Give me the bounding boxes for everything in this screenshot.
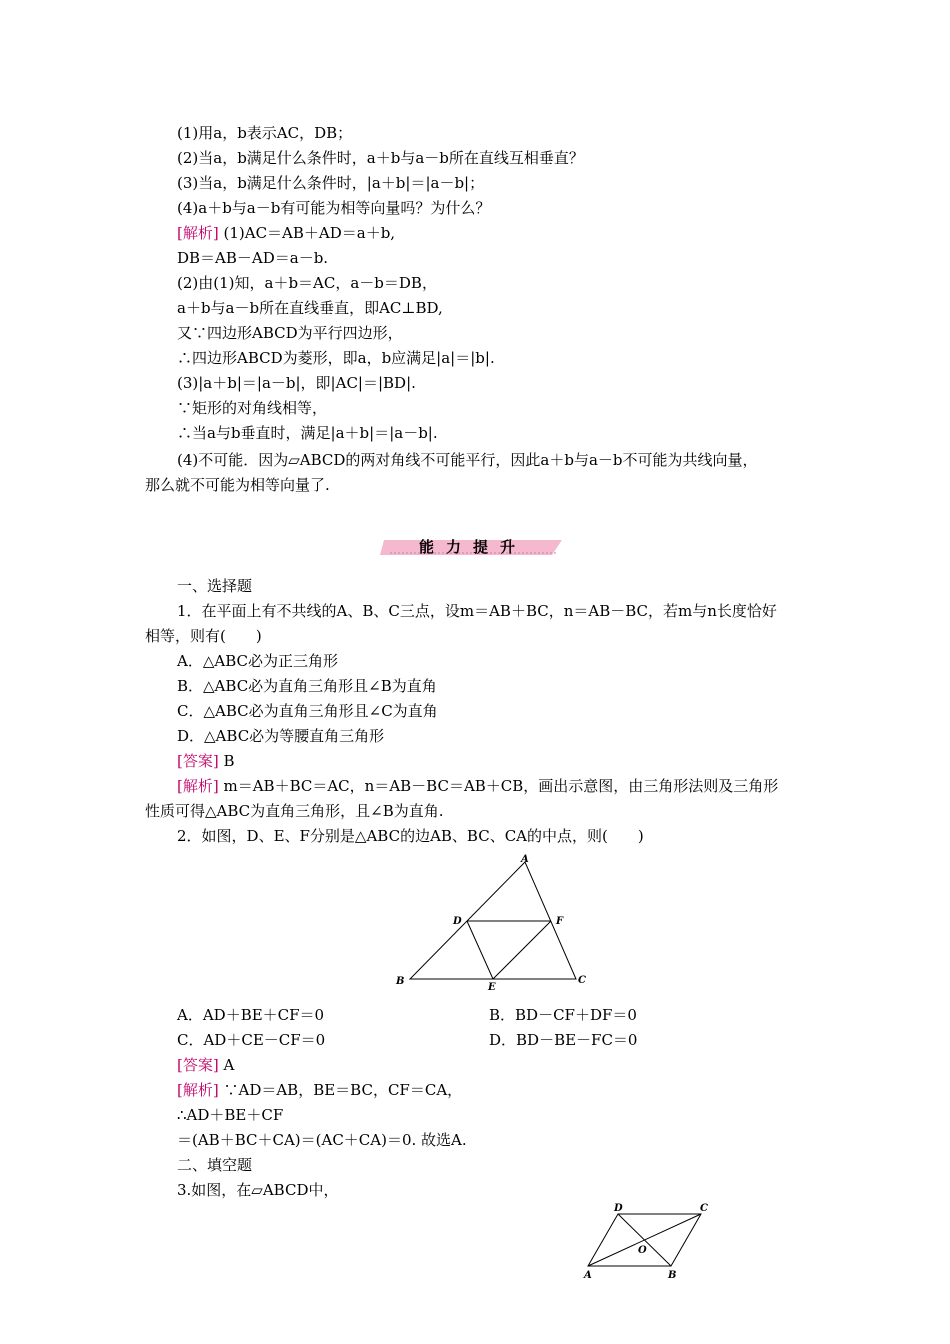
option-c [177,1029,325,1051]
point-label-o: O [638,1245,647,1256]
line-text: 一、选择题 [177,577,253,595]
analysis-line [177,422,438,444]
line-text: D．BD－BE－FC＝0 [489,1031,638,1049]
line-text: 1．在平面上有不共线的A、B、C三点，设m＝AB＋BC，n＝AB－BC，若m与n长度恰好 [177,602,777,620]
question-2 [177,825,644,847]
point-label-e: E [488,982,496,992]
analysis-line [145,800,444,822]
analysis-line [177,247,328,269]
line-text: A．AD＋BE＋CF＝0 [177,1006,325,1024]
option-d [489,1029,637,1051]
line-text: DB＝AB－AD＝a－b. [177,249,329,267]
analysis-line [177,1129,467,1151]
line-text: a＋b与a－b所在直线垂直，即AC⊥BD, [177,299,443,317]
line-text: 相等，则有( ) [145,627,262,645]
line-text: ∴四边形ABCD为菱形，即a，b应满足|a|＝|b|. [177,349,495,367]
analysis-line [177,222,395,244]
option-d [177,725,384,747]
analysis-line [177,1104,283,1126]
line-text: 又∵四边形ABCD为平行四边形， [177,324,403,342]
parallelogram-figure [578,1200,718,1282]
answer-line [177,750,235,772]
line-text: (1)用a，b表示AC，DB； [177,124,353,142]
line-text: (4)a＋b与a－b有可能为相等向量吗？为什么？ [177,199,491,217]
line-text: 二、填空题 [177,1156,253,1174]
analysis-line [177,449,758,471]
line-text: B．△ABC必为直角三角形且∠B为直角 [177,677,437,695]
analysis-line [177,347,495,369]
line-text: C．△ABC必为直角三角形且∠C为直角 [177,702,438,720]
line-text: (1)AC＝AB＋AD＝a＋b, [218,224,396,242]
line-text: (3)当a，b满足什么条件时，|a＋b|＝|a－b|； [177,174,485,192]
line-text: 性质可得△ABC为直角三角形，且∠B为直角. [145,802,444,820]
line-text: A．△ABC必为正三角形 [177,652,338,670]
analysis-line [177,322,403,344]
option-b [177,675,437,697]
line-text: (3)|a＋b|＝|a－b|，即|AC|＝|BD|. [177,374,416,392]
line-text: ∵AD＝AB，BE＝BC，CF＝CA， [218,1081,463,1099]
section-banner [380,535,566,559]
line-text: (4)不可能．因为▱ABCD的两对角线不可能平行，因此a＋b与a－b不可能为共线向量， [177,451,758,469]
line-text: ∴AD＋BE＋CF [177,1106,284,1124]
analysis-line [177,775,778,797]
line-text: m＝AB＋BC＝AC，n＝AB－BC＝AB＋CB，画出示意图，由三角形法则及三角形 [218,777,779,795]
line-text: (2)由(1)知，a＋b＝AC，a－b＝DB， [177,274,437,292]
line-text: ∵矩形的对角线相等， [177,399,328,417]
question-1 [177,600,777,622]
question-part-4 [177,197,490,219]
section-tag: [解析] [177,224,219,242]
question-part-1 [177,122,352,144]
line-text: 那么就不可能为相等向量了. [145,476,330,494]
point-label-c: C [700,1203,708,1214]
line-text: 2．如图，D、E、F分别是△ABC的边AB、BC、CA的中点，则( ) [177,827,644,845]
analysis-line [177,272,437,294]
line-text: A [218,1056,235,1074]
point-label-c: C [578,975,586,986]
question-part-2 [177,147,584,169]
section-tag: [解析] [177,777,219,795]
line-text: ∴当a与b垂直时，满足|a＋b|＝|a－b|. [177,424,438,442]
point-label-a: A [584,1270,592,1281]
line-text: ＝(AB＋BC＋CA)＝(AC＋CA)＝0. 故选A. [177,1131,467,1149]
option-a [177,1004,324,1026]
section-heading [177,575,252,597]
option-a [177,650,338,672]
point-label-a: A [521,854,529,865]
analysis-line [145,474,330,496]
line-text: B [218,752,235,770]
section-title: 能力提升 [418,538,527,556]
section-tag: [解析] [177,1081,219,1099]
line-text: D．△ABC必为等腰直角三角形 [177,727,385,745]
section-tag: [答案] [177,752,219,770]
analysis-line [177,372,416,394]
triangle-figure [390,852,595,992]
line-text: 3.如图，在▱ABCD中， [177,1181,339,1199]
line-text: B．BD－CF＋DF＝0 [489,1006,637,1024]
point-label-b: B [668,1270,677,1281]
analysis-line [177,1079,462,1101]
option-c [177,700,438,722]
question-3 [177,1179,339,1201]
analysis-line [177,397,327,419]
section-tag: [答案] [177,1056,219,1074]
point-label-f: F [556,916,564,927]
point-label-d: D [614,1203,623,1214]
point-label-d: D [453,916,462,927]
line-text: (2)当a，b满足什么条件时，a＋b与a－b所在直线互相垂直？ [177,149,584,167]
question-part-3 [177,172,484,194]
option-b [489,1004,637,1026]
point-label-b: B [396,976,405,987]
answer-line [177,1054,234,1076]
line-text: C．AD＋CE－CF＝0 [177,1031,326,1049]
section-heading [177,1154,252,1176]
analysis-line [177,297,443,319]
question-1 [145,625,262,647]
